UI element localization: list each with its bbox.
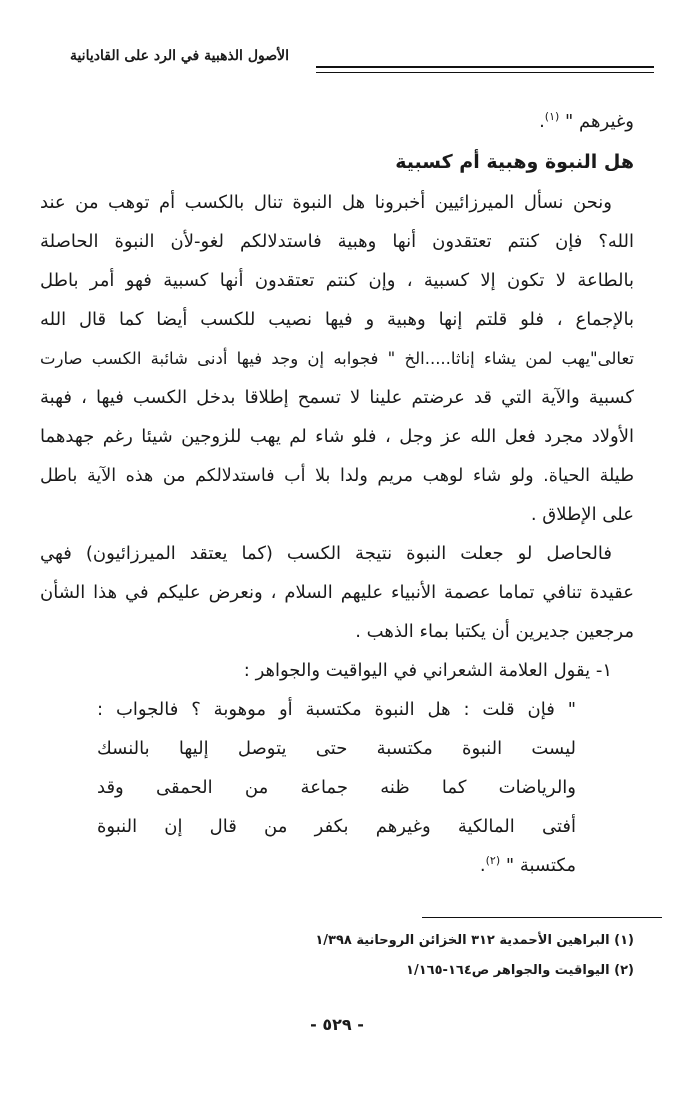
paragraph-1-line: ونحن نسأل الميرزائيين أخبرونا هل النبوة تنال بالكسب أم توهب من عند (40, 192, 612, 213)
quote-last-period: . (479, 855, 486, 876)
quote-line: والرياضات كما ظنه جماعة من الحمقى وقد (97, 777, 576, 798)
paragraph-2-line: مرجعين جديرين أن يكتبا بماء الذهب . (355, 621, 634, 642)
footnote-ref-1: (١) (544, 110, 560, 123)
continuation-period: . (539, 111, 545, 132)
paragraph-1-line: بالإجماع ، فلو قلتم إنها وهبية و فيها نصيب للكسب أيضا كما قال الله (40, 309, 634, 330)
paragraph-1-line: بالطاعة لا تكون إلا كسبية ، وإن كنتم تعتقدون أنها كسبية فهو أمر باطل (40, 270, 634, 291)
page-number: - ٥٢٩ - (310, 1015, 364, 1034)
paragraph-1-line: على الإطلاق . (530, 504, 634, 525)
paragraph-2-line: عقيدة تنافي تماما عصمة الأنبياء عليهم السلام ، ونعرض عليكم في هذا الشأن (40, 582, 634, 603)
footnote-1: (١) البراهين الأحمدية ٣١٢ الخزائن الروحانية ١/٣٩٨ (315, 933, 634, 948)
paragraph-1-line: كسبية والآية التي قد عرضتم علينا لا تسمح إطلاقا بدخل الكسب فيها ، فهبة (40, 387, 634, 408)
paragraph-1-line: الله؟ فإن كنتم تعتقدون أنها وهبية فاستدلالكم لغو-لأن النبوة الحاصلة (40, 231, 634, 252)
footnote-ref-2: (٢) (485, 854, 501, 867)
quote-line: " فإن قلت : هل النبوة مكتسبة أو موهوبة ؟ فالجواب : (97, 699, 576, 720)
paragraph-1-line: الأولاد مجرد فعل الله عز وجل ، فلو شاء لم يهب للزوجين شيئا رغم جهدهما (40, 426, 634, 447)
header-rule-top (316, 66, 654, 68)
continuation-text: وغيرهم " (565, 111, 634, 132)
quote-last-text: مكتسبة " (505, 855, 576, 876)
continuation-line (40, 110, 634, 134)
list-item-1: ١- يقول العلامة الشعراني في اليواقيت والجواهر : (243, 660, 612, 681)
paragraph-2-line: فالحاصل لو جعلت النبوة نتيجة الكسب (كما يعتقد الميرزائيون) فهي (40, 543, 612, 564)
quote-last-line (97, 854, 576, 878)
footnote-2: (٢) اليواقيت والجواهر ص١٦٤-١/١٦٥ (406, 963, 634, 978)
quote-line: ليست النبوة مكتسبة حتى يتوصل إليها بالنسك (97, 738, 576, 759)
paragraph-1-line: طيلة الحياة. ولو شاء لوهب مريم ولدا بلا أب فاستدلالكم من هذه الآية باطل (40, 466, 634, 486)
footnote-separator (422, 917, 662, 918)
running-header-title: الأصول الذهبية في الرد على القاديانية (69, 48, 289, 64)
section-heading: هل النبوة وهبية أم كسبية (395, 151, 634, 173)
paragraph-1-line: تعالى"يهب لمن يشاء إناثا.....الخ " فجوابه إن وجد فيها أدنى شائبة الكسب صارت (40, 349, 634, 368)
quote-line: أفتى المالكية وغيرهم بكفر من قال إن النبوة (97, 816, 576, 837)
header-rule-bottom (316, 72, 654, 73)
